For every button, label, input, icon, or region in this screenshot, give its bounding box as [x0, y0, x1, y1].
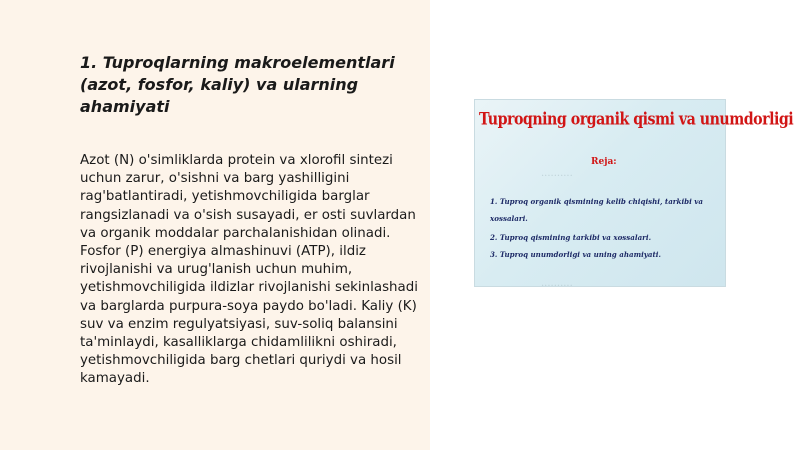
image-watermark-text: ..........	[541, 168, 573, 179]
slide-body-text: Azot (N) o'simliklarda protein va xlorofil sintezi uchun zarur, o'sishni va barg yashilligini rag'batlantiradi, yetishmovchiligida barglar rangsizlanadi va o'sish susayadi, er osti suvlardan va organik moddalar parchalanishidan olinadi. Fosfor (P) energiya almashinuvi (ATP), ildiz rivojlanishi va urug'lanish uchun muhim, yetishmovchiligida ildizlar rivojlanishi sekinlashadi va barglarda purpura-soya paydo bo'ladi. Kaliy (K) suv va enzim regulyatsiyasi, suv-soliq balansini ta'minlaydi, kasalliklarga chidamlilikni oshiradi, yetishmovchiligida barg chetlari quriydi va hosil kamayadi.	[80, 153, 418, 387]
image-list-item: 3. Tuproq unumdorligi va uning ahamiyati.	[490, 250, 661, 259]
image-list-item: 2. Tuproq qismining tarkibi va xossalari.	[490, 233, 652, 242]
image-list-item: xossalari.	[490, 214, 528, 223]
image-list-item: 1. Tuproq organik qismining kelib chiqishi, tarkibi va	[490, 197, 703, 206]
slide-image	[474, 99, 794, 289]
image-title: Tuproqning organik qismi va unumdorligi	[479, 110, 794, 130]
slide-title: 1. Tuproqlarning makroelementlari (azot, fosfor, kaliy) va ularning ahamiyati	[80, 53, 395, 116]
image-subtitle: Reja:	[591, 157, 617, 167]
image-watermark-text: ..........	[541, 278, 573, 289]
